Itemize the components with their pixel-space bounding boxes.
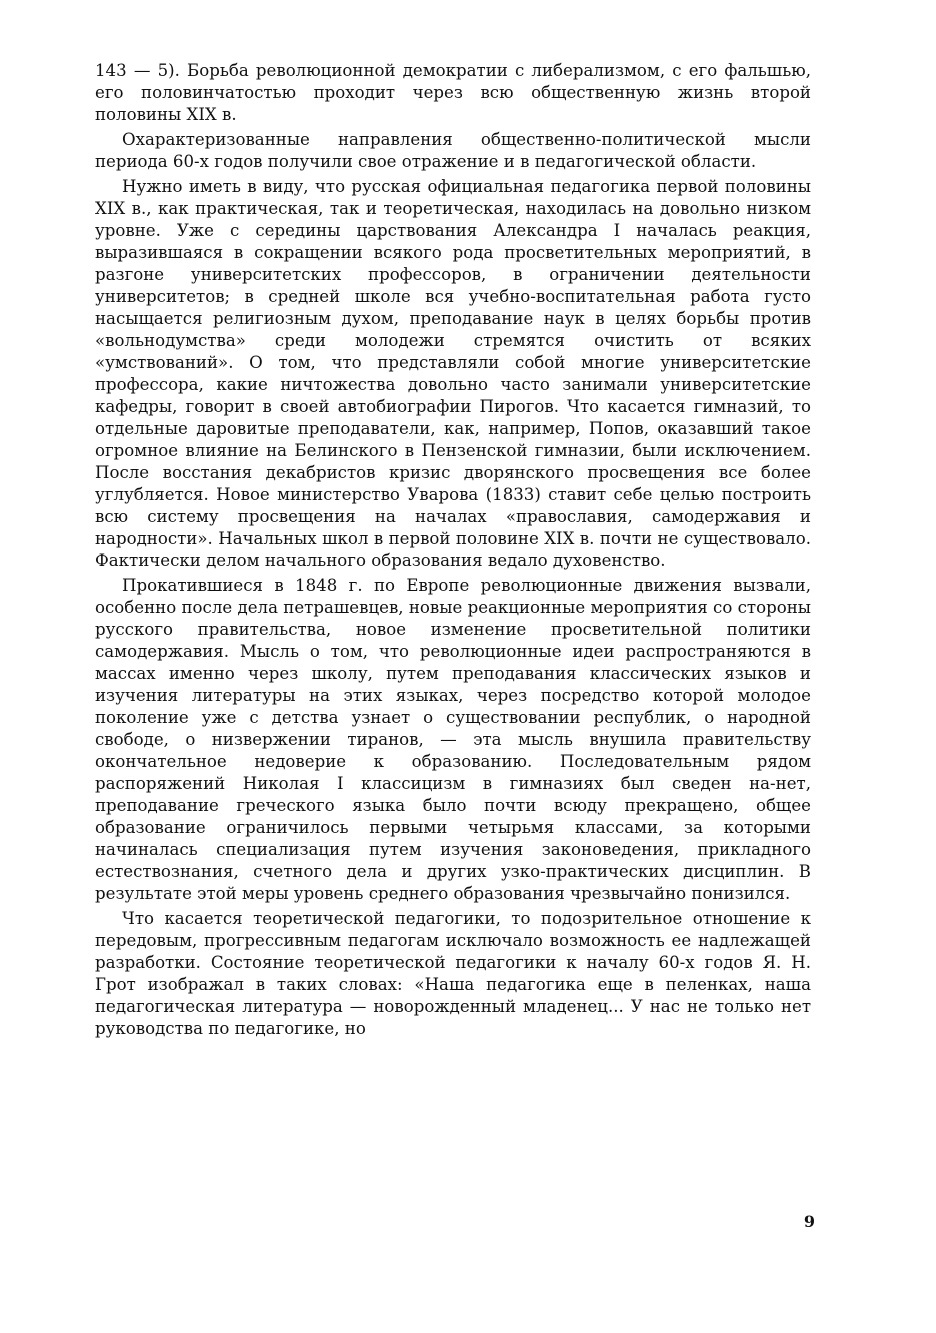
page-body [95, 60, 811, 1040]
paragraph-4: Прокатившиеся в 1848 г. по Европе революционные движения вызвали, особенно после дела петрашевцев, новые реакционные мероприятия со стороны русского правительства, новое изменение просветительной политики самодержавия. Мысль о том, что революционные идеи распространяются в массах именно через школу, путем преподавания классических языков и изучения литературы на этих языках, через посредство которой молодое поколение уже с детства узнает о существовании республик, о народной свободе, о низвержении тиранов, — эта мысль внушила правительству окончательное недоверие к образованию. Последовательным рядом распоряжений Николая I классицизм в гимназиях был сведен на-нет, преподавание греческого языка было почти всюду прекращено, общее образование ограничилось первыми четырьмя классами, за которыми начиналась специализация путем изучения законоведения, прикладного естествознания, счетного дела и других узко-практических дисциплин. В результате этой меры уровень среднего образования чрезвычайно понизился. [95, 576, 811, 903]
paragraph-2: Охарактеризованные направления общественно-политической мысли периода 60-х годов получили свое отражение и в педагогической области. [95, 130, 811, 171]
paragraph-5: Что касается теоретической педагогики, то подозрительное отношение к передовым, прогрессивным педагогам исключало возможность ее надлежащей разработки. Состояние теоретической педагогики к началу 60-х годов Я. Н. Грот изображал в таких словах: «Наша педагогика еще в пеленках, наша педагогическая литература — новорожденный младенец... У нас не только нет руководства по педагогике, но [95, 909, 811, 1038]
page-number: 9 [803, 1212, 815, 1231]
paragraph-1: 143 — 5). Борьба революционной демократии с либерализмом, с его фальшью, его половинчатостью проходит через всю общественную жизнь второй половины XIX в. [95, 61, 811, 124]
paragraph-3: Нужно иметь в виду, что русская официальная педагогика первой половины XIX в., как практическая, так и теоретическая, находилась на довольно низком уровне. Уже с середины царствования Александра I началась реакция, выразившаяся в сокращении всякого рода просветительных мероприятий, в разгоне университетских профессоров, в ограничении деятельности университетов; в средней школе вся учебно-воспитательная работа густо насыщается религиозным духом, преподавание наук в целях борьбы против «вольнодумства» среди молодежи стремятся очистить от всяких «умствований». О том, что представляли собой многие университетские профессора, какие ничтожества довольно часто занимали университетские кафедры, говорит в своей автобиографии Пирогов. Что касается гимназий, то отдельные даровитые преподаватели, как, например, Попов, оказавший такое огромное влияние на Белинского в Пензенской гимназии, были исключением. После восстания декабристов кризис дворянского просвещения все более углубляется. Новое министерство Уварова (1833) ставит себе целью построить всю систему просвещения на началах «православия, самодержавия и народности». Начальных школ в первой половине XIX в. почти не существовало. Фактически делом начального образования ведало духовенство. [95, 177, 811, 570]
